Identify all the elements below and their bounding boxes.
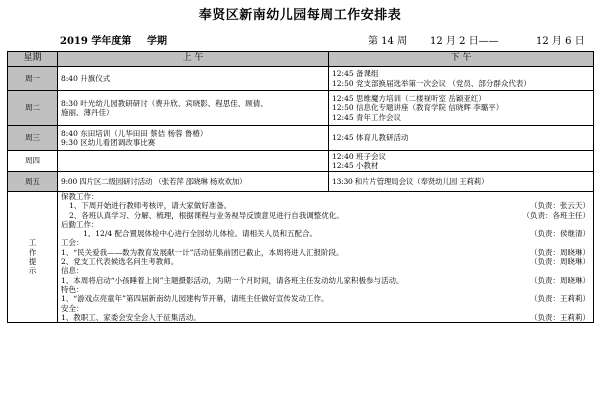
monday-pm-line: 12:45 备课组 <box>332 69 379 79</box>
tuesday-pm-line: 12:45 思维魔方培训（二楼视听室 岳颖亚红） <box>332 94 486 104</box>
work-line <box>61 285 590 294</box>
work-line <box>61 211 590 220</box>
work-line <box>61 257 590 266</box>
tuesday-morning <box>58 91 329 126</box>
work-line-responsible: （负责：侯继清） <box>530 229 590 239</box>
work-line-text: 2、各班认真学习、分解、梳理，根据课程与业务视导反馈意见进行自我调整优化。 <box>69 210 344 220</box>
monday-morning <box>58 67 329 91</box>
thursday-pm-line: 12:45 小教材 <box>332 161 379 170</box>
table-row <box>8 91 594 126</box>
work-line-text: 1、教职工、家委会安全会人于征集活动。 <box>61 312 201 322</box>
tuesday-pm-line: 12:45 青年工作会议 <box>332 112 401 122</box>
thursday-pm-line: 12:40 班子会议 <box>332 151 386 161</box>
work-line-text: 保教工作： <box>61 192 99 201</box>
tuesday-afternoon <box>329 91 594 126</box>
page-title: 奉贤区新南幼儿园每周工作安排表 <box>198 8 402 23</box>
table-row <box>8 151 594 172</box>
tuesday-pm-line: 12:50 信息化专题讲座（教育学院 信晓辉 李璐平） <box>332 103 504 113</box>
friday-afternoon <box>329 172 594 192</box>
wednesday-am-line: 8:40 东田培训（儿华田田 蔡佶 杨蓉 鲁椿） <box>61 128 208 138</box>
header-row <box>8 52 594 67</box>
work-line-responsible: （负责：王莉莉） <box>530 294 590 304</box>
wednesday-afternoon <box>329 126 594 151</box>
school-year: 2019 学年度第 <box>60 36 132 47</box>
work-line <box>61 220 590 229</box>
thursday-afternoon <box>329 151 594 172</box>
work-reminders-content <box>58 192 594 323</box>
work-line-text: 特色： <box>61 284 84 294</box>
work-line <box>61 248 590 257</box>
wednesday-pm-line: 12:45 体育儿教研活动 <box>332 133 409 143</box>
wednesday-am-line: 9:30 区幼儿看团调改事比赛 <box>61 138 156 147</box>
day-monday: 周一 <box>8 67 58 91</box>
header-weekday: 星期 <box>8 52 58 67</box>
day-tuesday: 周二 <box>8 91 58 126</box>
work-line-text: 1、12/4 配合置展体检中心进行全园幼儿体检。请相关人员和五配合。 <box>83 229 317 239</box>
work-line-responsible: （负责：王莉莉） <box>530 312 590 322</box>
week-number: 第 14 周 <box>368 36 408 47</box>
work-line <box>61 238 590 247</box>
monday-am-line: 8:40 升旗仪式 <box>61 73 111 83</box>
work-line-text: 1、本周将启动“小孩睡着上岗”主题摄影活动，为期一个月时间，请各班主任发动幼儿家积极参与活动。 <box>61 275 404 285</box>
header-afternoon: 下 午 <box>329 52 594 67</box>
day-friday: 周五 <box>8 172 58 192</box>
date-to: 12 月 6 日 <box>536 36 585 47</box>
work-line-responsible: （负责：各班主任） <box>522 210 590 220</box>
work-line <box>61 276 590 285</box>
weekly-schedule-table <box>7 51 594 323</box>
day-thursday: 周四 <box>8 151 58 172</box>
work-line-text: 2、党支工代表候选名问生考教师。 <box>61 257 179 267</box>
work-line-text: 后勤工作： <box>61 219 99 229</box>
monday-pm-line: 12:50 党支部换届选举第一次会议 （党员、部分群众代表） <box>332 78 531 88</box>
work-line <box>61 294 590 303</box>
day-wednesday: 周三 <box>8 126 58 151</box>
friday-pm-line: 13:30 和片片管理局会议（奉贤幼儿园 王莉莉） <box>332 176 489 186</box>
wednesday-morning <box>58 126 329 151</box>
monday-afternoon <box>329 67 594 91</box>
work-line <box>61 313 590 322</box>
work-line <box>61 266 590 275</box>
work-line-text: 工会： <box>61 238 84 248</box>
work-reminders-row <box>8 192 594 323</box>
work-line-text: 1、下周开始进行教师考核评，请大家做好准备。 <box>69 201 232 211</box>
friday-morning <box>58 172 329 192</box>
work-line-text: 1、“游戏点亮童年”第四届新南幼儿园建构节开幕，请班主任做好宣传发动工作。 <box>61 294 329 304</box>
date-from: 12 月 2 日—— <box>430 36 499 47</box>
work-lines-list <box>61 192 590 322</box>
work-line <box>61 201 590 210</box>
term-label: 学期 <box>147 36 167 47</box>
work-reminders-label: 工 作 提 示 <box>8 192 58 323</box>
table-row <box>8 67 594 91</box>
thursday-morning <box>58 151 329 172</box>
work-line-responsible: （负责：周晓琳） <box>530 275 590 285</box>
header-morning: 上 午 <box>58 52 329 67</box>
friday-am-line: 9:00 四片区二级园研讨活动 （张若萍 邵晓琳 杨欢欢加） <box>61 176 247 186</box>
work-line-text: 1、“民关爱我——数为教育发展献一计”活动征集前团已截止，本周将进人汇报阶段。 <box>61 247 344 257</box>
work-line-responsible: （负责：周晓琳） <box>530 257 590 267</box>
work-line <box>61 304 590 313</box>
work-line <box>61 192 590 201</box>
table-row <box>8 126 594 151</box>
table-row <box>8 172 594 192</box>
work-line-responsible: （负责：周晓琳） <box>530 247 590 257</box>
work-line-responsible: （负责：张云天） <box>530 201 590 211</box>
work-line <box>61 229 590 238</box>
tuesday-am-line: 施丽、薄丹佳） <box>61 108 114 117</box>
tuesday-am-line: 8:30 叶光幼儿园教研研讨（费升欣、宾晓影、程思佳、顾倩、 <box>61 98 268 108</box>
work-line-text: 信息： <box>61 266 84 276</box>
work-line-text: 安全： <box>61 303 84 313</box>
